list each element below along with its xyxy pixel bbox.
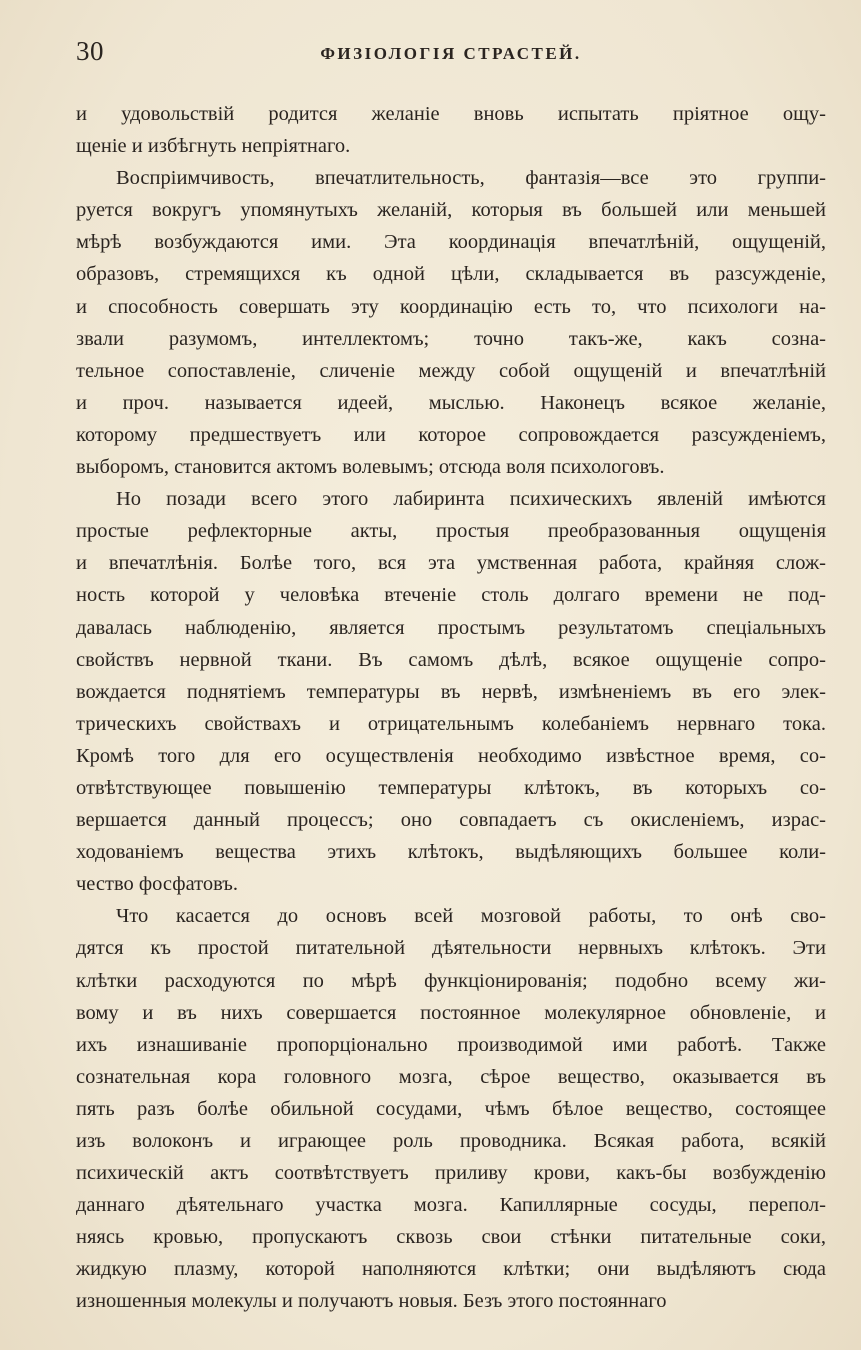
text-line: щеніе и избѣгнуть непріятнаго. (76, 135, 351, 158)
text-line: и проч. называется идеей, мыслью. Наконецъ всякое желаніе, (76, 391, 826, 414)
text-line: мѣрѣ возбуждаются ими. Эта координація впечатлѣній, ощущеній, (76, 231, 826, 254)
text-line: руется вокругъ упомянутыхъ желаній, которыя въ большей или меньшей (76, 199, 826, 222)
text-line: и способность совершать эту координацію есть то, что психологи на- (76, 295, 826, 318)
paragraph (76, 900, 826, 1317)
text-line: психическій актъ соотвѣтствуетъ приливу крови, какъ-бы возбужденію (76, 1162, 826, 1185)
text-line: няясь кровью, пропускаютъ сквозь свои стѣнки питательные соки, (76, 1226, 826, 1249)
text-line: тельное сопоставленіе, сличеніе между собой ощущеній и впечатлѣній (76, 359, 826, 382)
text-line: звали разумомъ, интеллектомъ; точно такъ-же, какъ созна- (76, 327, 826, 350)
text-line: отвѣтствующее повышенію температуры клѣтокъ, въ которыхъ со- (76, 776, 826, 799)
text-line: ихъ изнашиваніе пропорціонально производимой ими работѣ. Также (76, 1033, 826, 1056)
page-header (76, 36, 826, 72)
text-line: и удовольствій родится желаніе вновь испытать пріятное ощу- (76, 103, 826, 125)
text-line: простые рефлекторные акты, простыя преобразованныя ощущенія (76, 520, 826, 543)
text-line: ходованіемъ вещества этихъ клѣтокъ, выдѣляющихъ большее коли- (76, 841, 826, 864)
text-line: свойствъ нервной ткани. Въ самомъ дѣлѣ, всякое ощущеніе сопро- (76, 648, 826, 671)
running-title: ФИЗІОЛОГІЯ СТРАСТЕЙ. (320, 44, 582, 63)
text-line: пять разъ болѣе обильной сосудами, чѣмъ бѣлое вещество, состоящее (76, 1097, 826, 1120)
text-line: клѣтки расходуются по мѣрѣ функціонированія; подобно всему жи- (76, 969, 826, 992)
text-line: Воспріимчивость, впечатлительность, фантазія—все это группи- (116, 167, 826, 190)
text-line: изъ волоконъ и играющее роль проводника. Всякая работа, всякій (76, 1130, 826, 1152)
text-line: которому предшествуетъ или которое сопровождается разсужденіемъ, (76, 423, 826, 446)
text-line: Но позади всего этого лабиринта психическихъ явленій имѣются (116, 488, 826, 511)
text-line: выборомъ, становится актомъ волевымъ; отсюда воля психологовъ. (76, 456, 665, 479)
text-line: вершается данный процессъ; оно совпадаетъ съ окисленіемъ, израс- (76, 809, 826, 832)
page-number: 30 (76, 36, 104, 66)
text-line: ность которой у человѣка втеченіе столь долгаго времени не под- (76, 584, 826, 607)
text-line: вому и въ нихъ совершается постоянное молекулярное обновленіе, и (76, 1001, 826, 1024)
body-text (76, 98, 826, 1318)
text-line: образовъ, стремящихся къ одной цѣли, складывается въ разсужденіе, (76, 263, 826, 286)
text-line: и впечатлѣнія. Болѣе того, вся эта умственная работа, крайняя слож- (76, 552, 826, 575)
text-line: даннаго дѣятельнаго участка мозга. Капиллярные сосуды, перепол- (76, 1194, 826, 1217)
text-line: вождается поднятіемъ температуры въ нервѣ, измѣненіемъ въ его элек- (76, 680, 826, 703)
text-line: сознательная кора головного мозга, сѣрое вещество, оказывается въ (76, 1065, 826, 1088)
paragraph (76, 483, 826, 900)
text-line: изношенныя молекулы и получаютъ новыя. Безъ этого постояннаго (76, 1290, 667, 1313)
text-line: трическихъ свойствахъ и отрицательнымъ колебаніемъ нервнаго тока. (76, 712, 826, 735)
text-line: дятся къ простой питательной дѣятельности нервныхъ клѣтокъ. Эти (76, 937, 826, 960)
text-line: Что касается до основъ всей мозговой работы, то онѣ сво- (116, 905, 826, 928)
paragraph (76, 162, 826, 483)
text-line: Кромѣ того для его осуществленія необходимо извѣстное время, со- (76, 744, 826, 767)
paragraph (76, 98, 826, 162)
text-line: давалась наблюденію, является простымъ результатомъ спеціальныхъ (76, 616, 826, 639)
text-line: жидкую плазму, которой наполняются клѣтки; они выдѣляютъ сюда (76, 1258, 826, 1281)
text-line: чество фосфатовъ. (76, 873, 238, 896)
